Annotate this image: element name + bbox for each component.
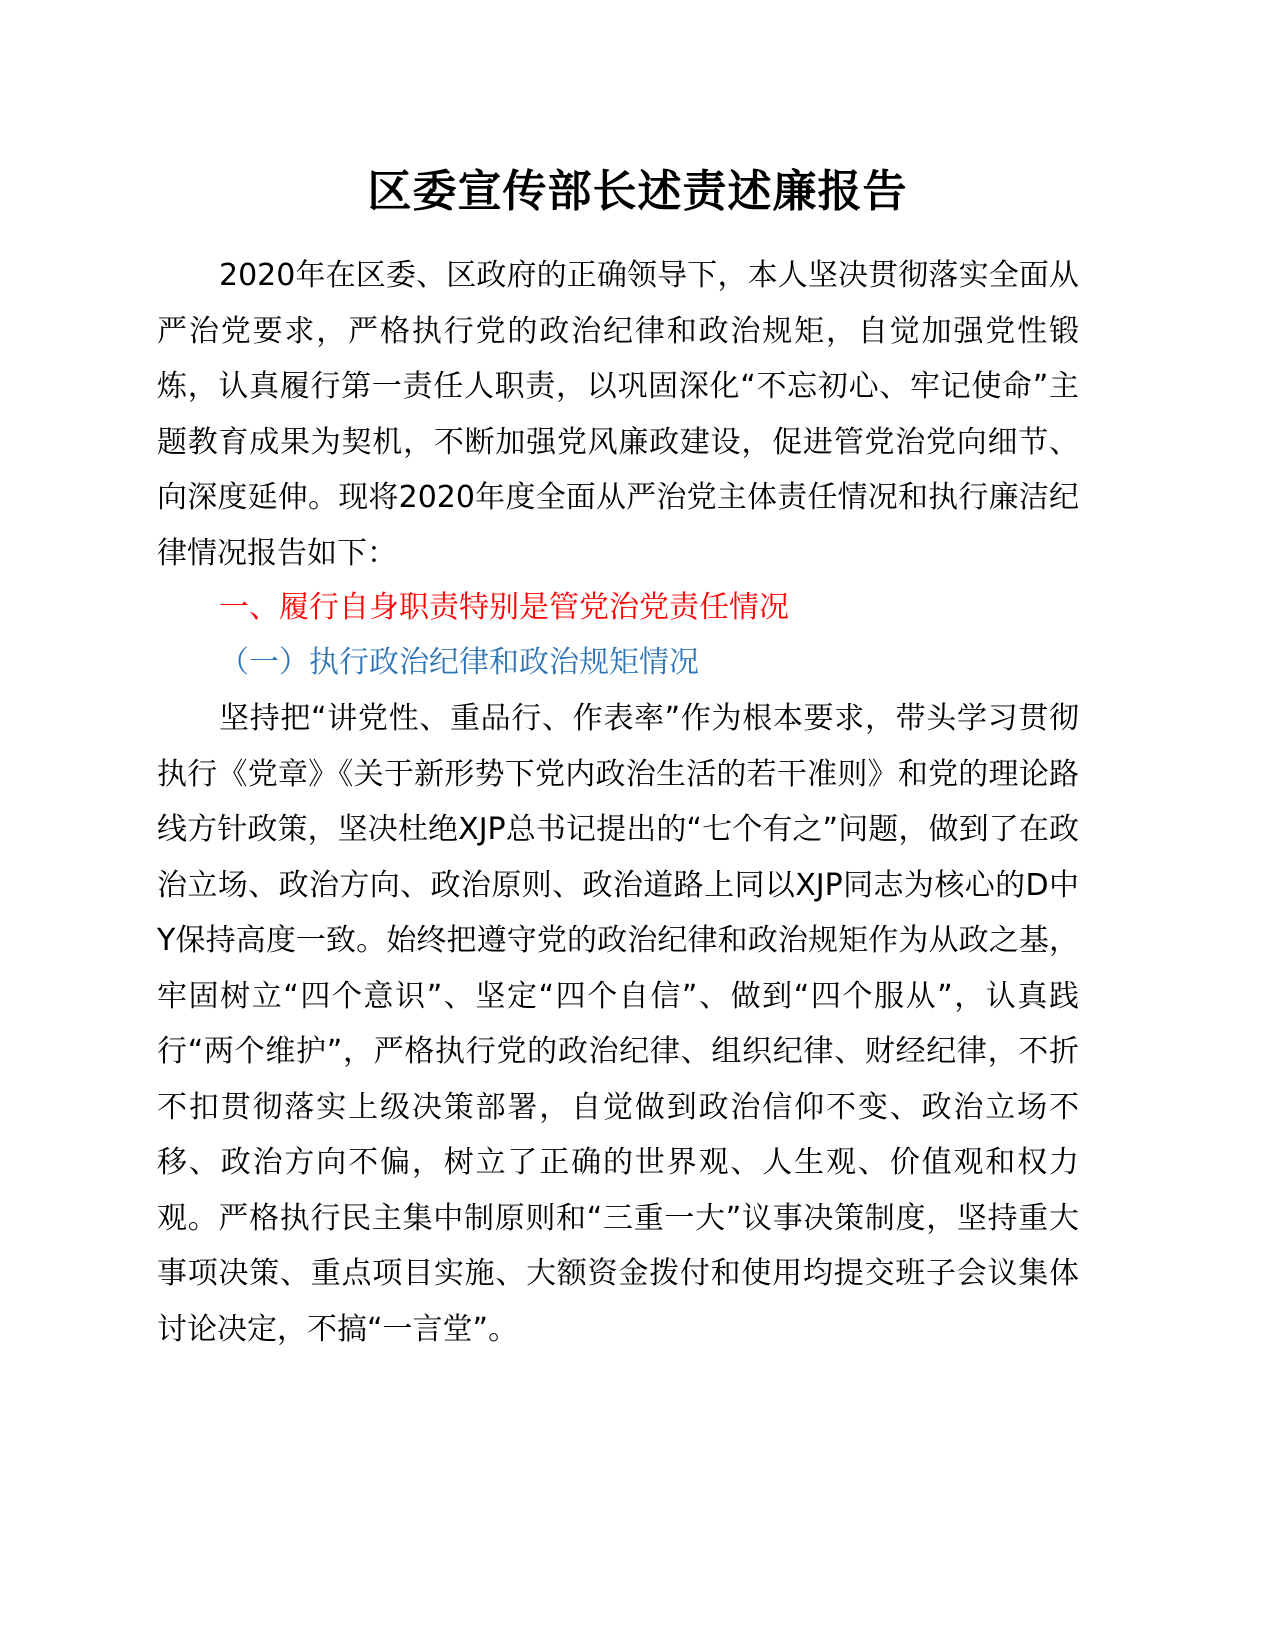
subsection-body-paragraph: 坚持把“讲党性、重品行、作表率”作为根本要求，带头学习贯彻执行《党章》《关于新形势下党内政治生活的若干准则》和党的理论路线方针政策，坚决杜绝XJP总书记提出的“七个有之”问题，做到了在政治立场、政治方向、政治原则、政治道路上同以XJP同志为核心的D中Y保持高度一致。始终把遵守党的政治纪律和政治规矩作为从政之基，牢固树立“四个意识”、坚定“四个自信”、做到“四个服从”，认真践行“两个维护”，严格执行党的政治纪律、组织纪律、财经纪律，不折不扣贯彻落实上级决策部署，自觉做到政治信仰不变、政治立场不移、政治方向不偏，树立了正确的世界观、人生观、价值观和权力观。严格执行民主集中制原则和“三重一大”议事决策制度，坚持重大事项决策、重点项目实施、大额资金拨付和使用均提交班子会议集体讨论决定，不搞“一言堂”。 [157,701,1079,1347]
subsection-heading: （一）执行政治纪律和政治规矩情况 [219,645,699,680]
intro-paragraph: 2020年在区委、区政府的正确领导下，本人坚决贯彻落实全面从严治党要求，严格执行党的政治纪律和政治规矩，自觉加强党性锻炼，认真履行第一责任人职责，以巩固深化“不忘初心、牢记使命”主题教育成果为契机，不断加强党风廉政建设，促进管党治党向细节、向深度延伸。现将2020年度全面从严治党主体责任情况和执行廉洁纪律情况报告如下： [157,258,1079,571]
document-title: 区委宣传部长述责述廉报告 [367,166,908,217]
section-heading: 一、履行自身职责特别是管党治党责任情况 [219,590,789,625]
